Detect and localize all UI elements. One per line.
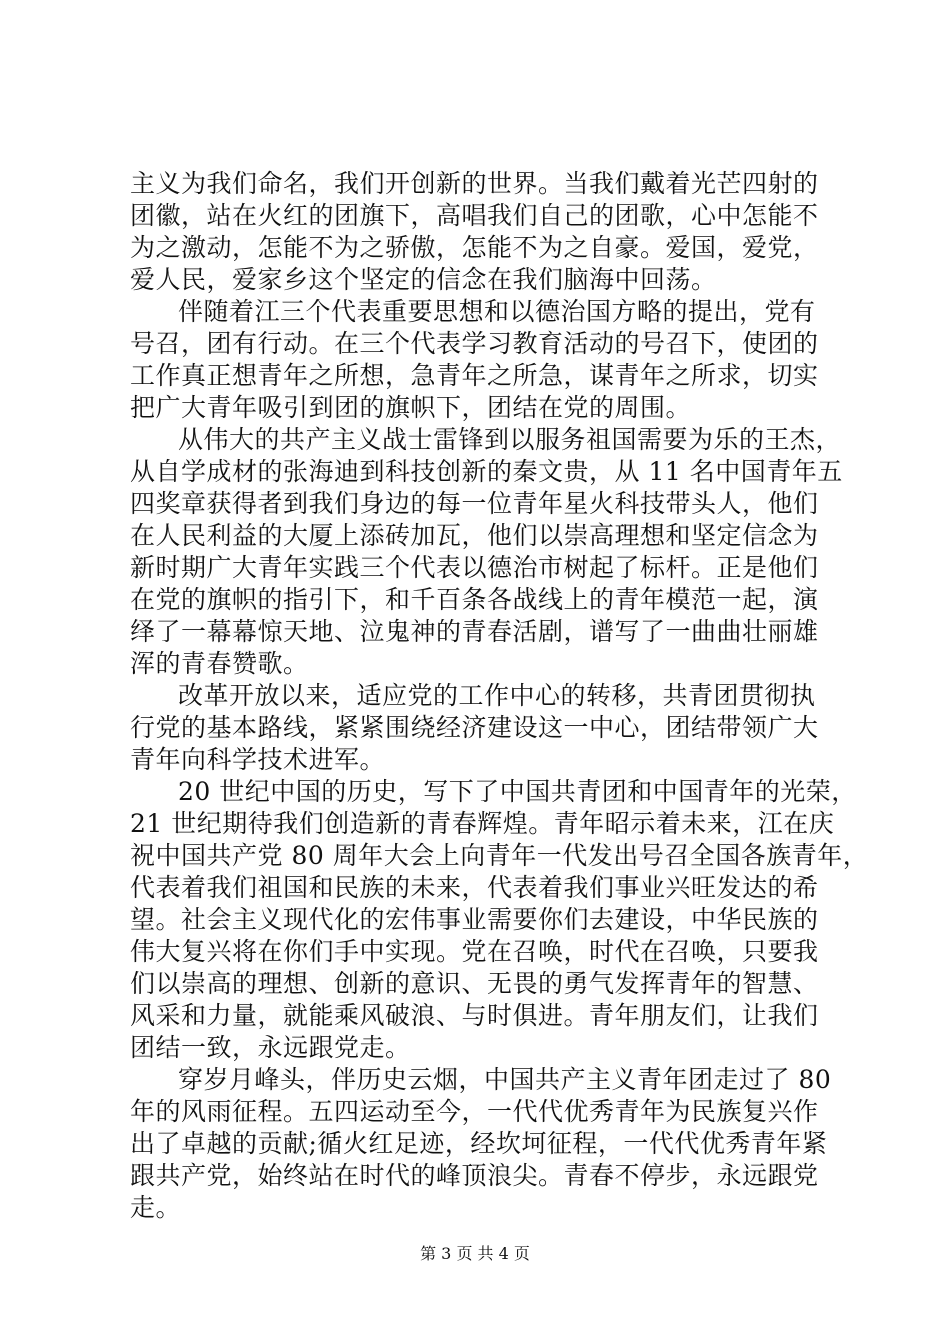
paragraph-first-line: 20 世纪中国的历史，写下了中国共青团和中国青年的光荣， bbox=[178, 777, 857, 806]
text-line: 风采和力量，就能乘风破浪、与时俱进。青年朋友们，让我们 bbox=[130, 1001, 819, 1030]
text-line: 把广大青年吸引到团的旗帜下，团结在党的周围。 bbox=[130, 393, 692, 422]
text-line: 在党的旗帜的指引下，和千百条各战线上的青年模范一起，演 bbox=[130, 585, 819, 614]
text-line: 21 世纪期待我们创造新的青春辉煌。青年昭示着未来，江在庆 bbox=[130, 809, 835, 838]
text-line: 跟共产党，始终站在时代的峰顶浪尖。青春不停步，永远跟党 bbox=[130, 1161, 819, 1190]
text-line: 在人民利益的大厦上添砖加瓦，他们以崇高理想和坚定信念为 bbox=[130, 521, 819, 550]
text-line: 走。 bbox=[130, 1193, 182, 1222]
text-line: 团结一致，永远跟党走。 bbox=[130, 1033, 411, 1062]
text-line: 新时期广大青年实践三个代表以德治市树起了标杆。正是他们 bbox=[130, 553, 819, 582]
text-line: 青年向科学技术进军。 bbox=[130, 745, 386, 774]
paragraph-first-line: 从伟大的共产主义战士雷锋到以服务祖国需要为乐的王杰， bbox=[178, 425, 842, 454]
text-line: 伟大复兴将在你们手中实现。党在召唤，时代在召唤，只要我 bbox=[130, 937, 819, 966]
text-line: 望。社会主义现代化的宏伟事业需要你们去建设，中华民族的 bbox=[130, 905, 819, 934]
text-line: 工作真正想青年之所想，急青年之所急，谋青年之所求，切实 bbox=[130, 361, 819, 390]
page-number-footer: 第 3 页 共 4 页 bbox=[420, 1244, 530, 1263]
text-line: 爱人民，爱家乡这个坚定的信念在我们脑海中回荡。 bbox=[130, 265, 717, 294]
text-line: 四奖章获得者到我们身边的每一位青年星火科技带头人，他们 bbox=[130, 489, 819, 518]
text-line: 浑的青春赞歌。 bbox=[130, 649, 309, 678]
text-line: 们以崇高的理想、创新的意识、无畏的勇气发挥青年的智慧、 bbox=[130, 969, 819, 998]
text-line: 为之激动，怎能不为之骄傲，怎能不为之自豪。爱国，爱党， bbox=[130, 233, 819, 262]
paragraph-first-line: 穿岁月峰头，伴历史云烟，中国共产主义青年团走过了 80 bbox=[178, 1065, 832, 1094]
text-line: 号召，团有行动。在三个代表学习教育活动的号召下，使团的 bbox=[130, 329, 819, 358]
text-line: 行党的基本路线，紧紧围绕经济建设这一中心，团结带领广大 bbox=[130, 713, 819, 742]
text-line: 主义为我们命名，我们开创新的世界。当我们戴着光芒四射的 bbox=[130, 169, 819, 198]
text-line: 祝中国共产党 80 周年大会上向青年一代发出号召全国各族青年， bbox=[130, 841, 869, 870]
text-line: 代表着我们祖国和民族的未来，代表着我们事业兴旺发达的希 bbox=[130, 873, 819, 902]
text-line: 绎了一幕幕惊天地、泣鬼神的青春活剧，谱写了一曲曲壮丽雄 bbox=[130, 617, 819, 646]
paragraph-first-line: 伴随着江三个代表重要思想和以德治国方略的提出，党有 bbox=[178, 297, 816, 326]
text-line: 年的风雨征程。五四运动至今，一代代优秀青年为民族复兴作 bbox=[130, 1097, 819, 1126]
text-line: 出了卓越的贡献;循火红足迹，经坎坷征程，一代代优秀青年紧 bbox=[130, 1129, 828, 1158]
paragraph-first-line: 改革开放以来，适应党的工作中心的转移，共青团贯彻执 bbox=[178, 681, 816, 710]
text-line: 从自学成材的张海迪到科技创新的秦文贵，从 11 名中国青年五 bbox=[130, 457, 843, 486]
text-line: 团徽，站在火红的团旗下，高唱我们自己的团歌，心中怎能不 bbox=[130, 201, 819, 230]
